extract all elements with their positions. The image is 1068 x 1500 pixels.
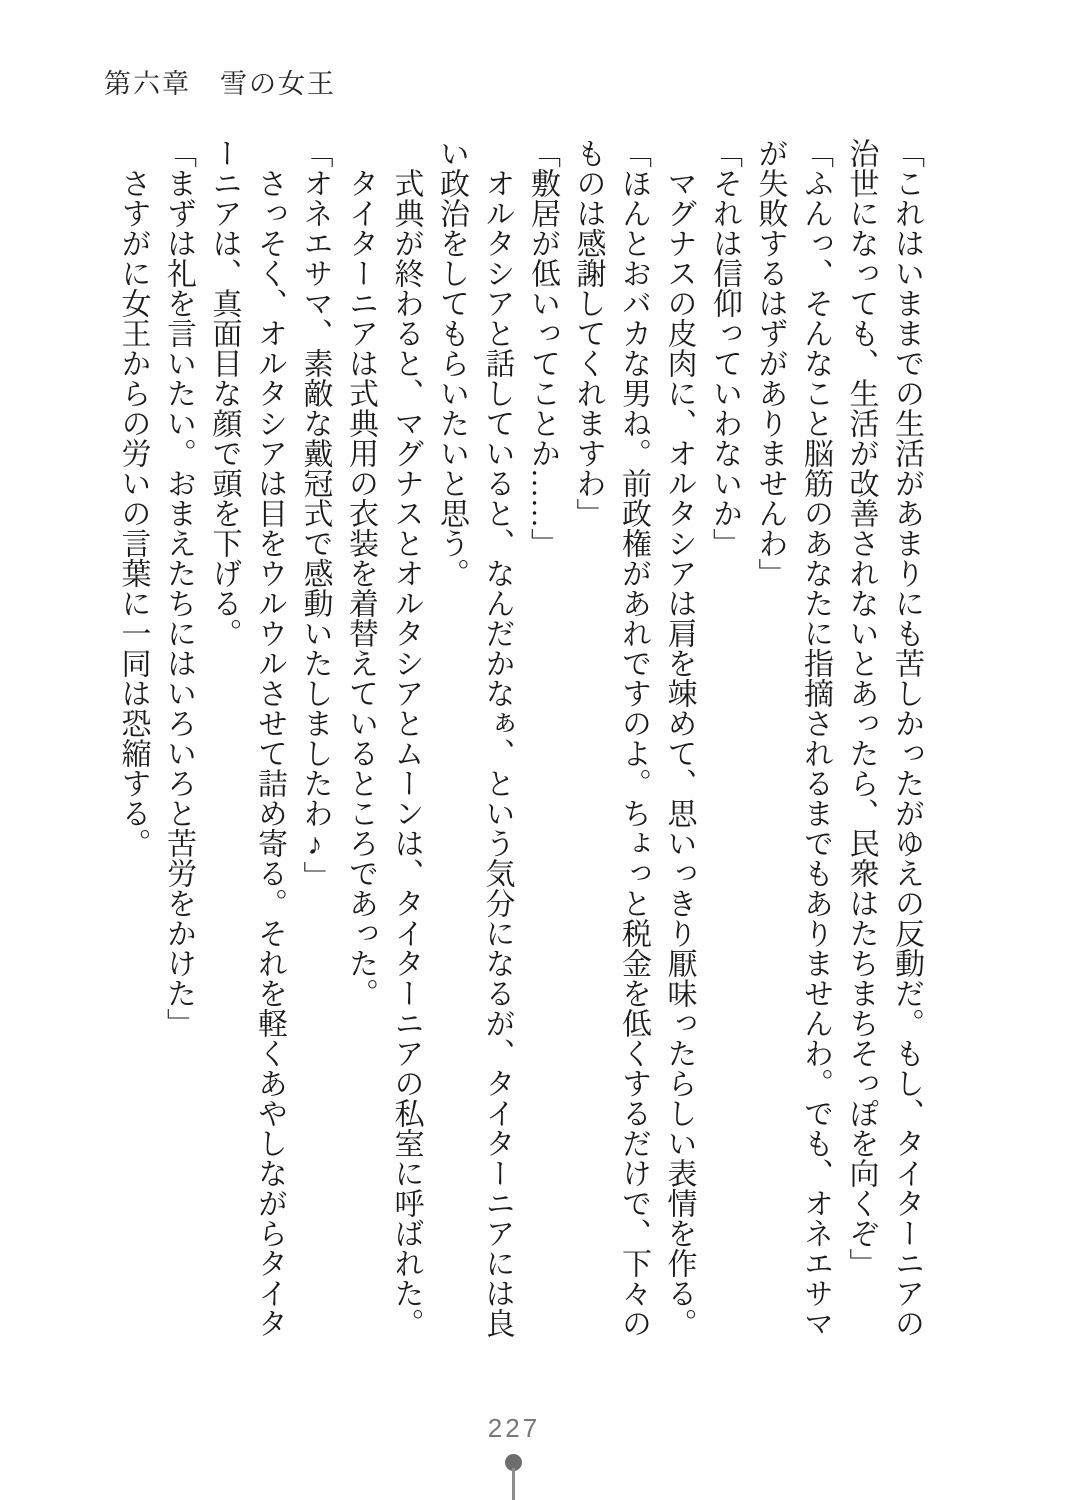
paragraph: 「それは信仰っていわないか」 (708, 138, 741, 558)
paragraph: 「ほんとおバカな男ね。前政権があれですのよ。ちょっと税金を低くするだけで、下々のものは感謝してくれますわ」 (571, 138, 650, 1338)
footer-stem-line (512, 1468, 515, 1500)
paragraph: さっそく、オルタシアは目をウルウルさせて詰め寄る。それを軽くあやしながらタイターニアは、真面目な顔で頭を下げる。 (207, 138, 286, 1338)
page-number: 227 (487, 1413, 541, 1443)
paragraph: 「オネエサマ、素敵な戴冠式で感動いたしましたわ♪」 (298, 138, 332, 891)
main-text-block (110, 138, 929, 1342)
chapter-header: 第六章 雪の女王 (104, 69, 336, 99)
paragraph: 「これはいままでの生活があまりにも苦しかったがゆえの反動だ。もし、タイターニアの治世になっても、生活が改善されないとあったら、民衆はたちまちそっぽを向くぞ」 (844, 138, 923, 1338)
paragraph: 「まずは礼を言いたい。おまえたちにはいろいろと苦労をかけた」 (162, 138, 195, 1038)
paragraph: さすがに女王からの労いの言葉に一同は恐縮する。 (116, 168, 150, 858)
paragraph: 「敷居が低いってことか……」 (526, 138, 559, 558)
paragraph: オルタシアと話していると、なんだかなぁ、という気分になるが、タイターニアには良い政治をしてもらいたいと思う。 (435, 138, 514, 1338)
paragraph: マグナスの皮肉に、オルタシアは肩を竦めて、思いっきり厭味ったらしい表情を作る。 (662, 168, 696, 1338)
paragraph: 「ふんっ、そんなこと脳筋のあなたに指摘されるまでもありませんわ。でも、オネエサマが失敗するはずがありませんわ」 (753, 138, 832, 1338)
paragraph: 式典が終わると、マグナスとオルタシアとムーンは、タイターニアの私室に呼ばれた。 (389, 168, 423, 1338)
paragraph: タイターニアは式典用の衣装を着替えているところであった。 (344, 168, 377, 1008)
